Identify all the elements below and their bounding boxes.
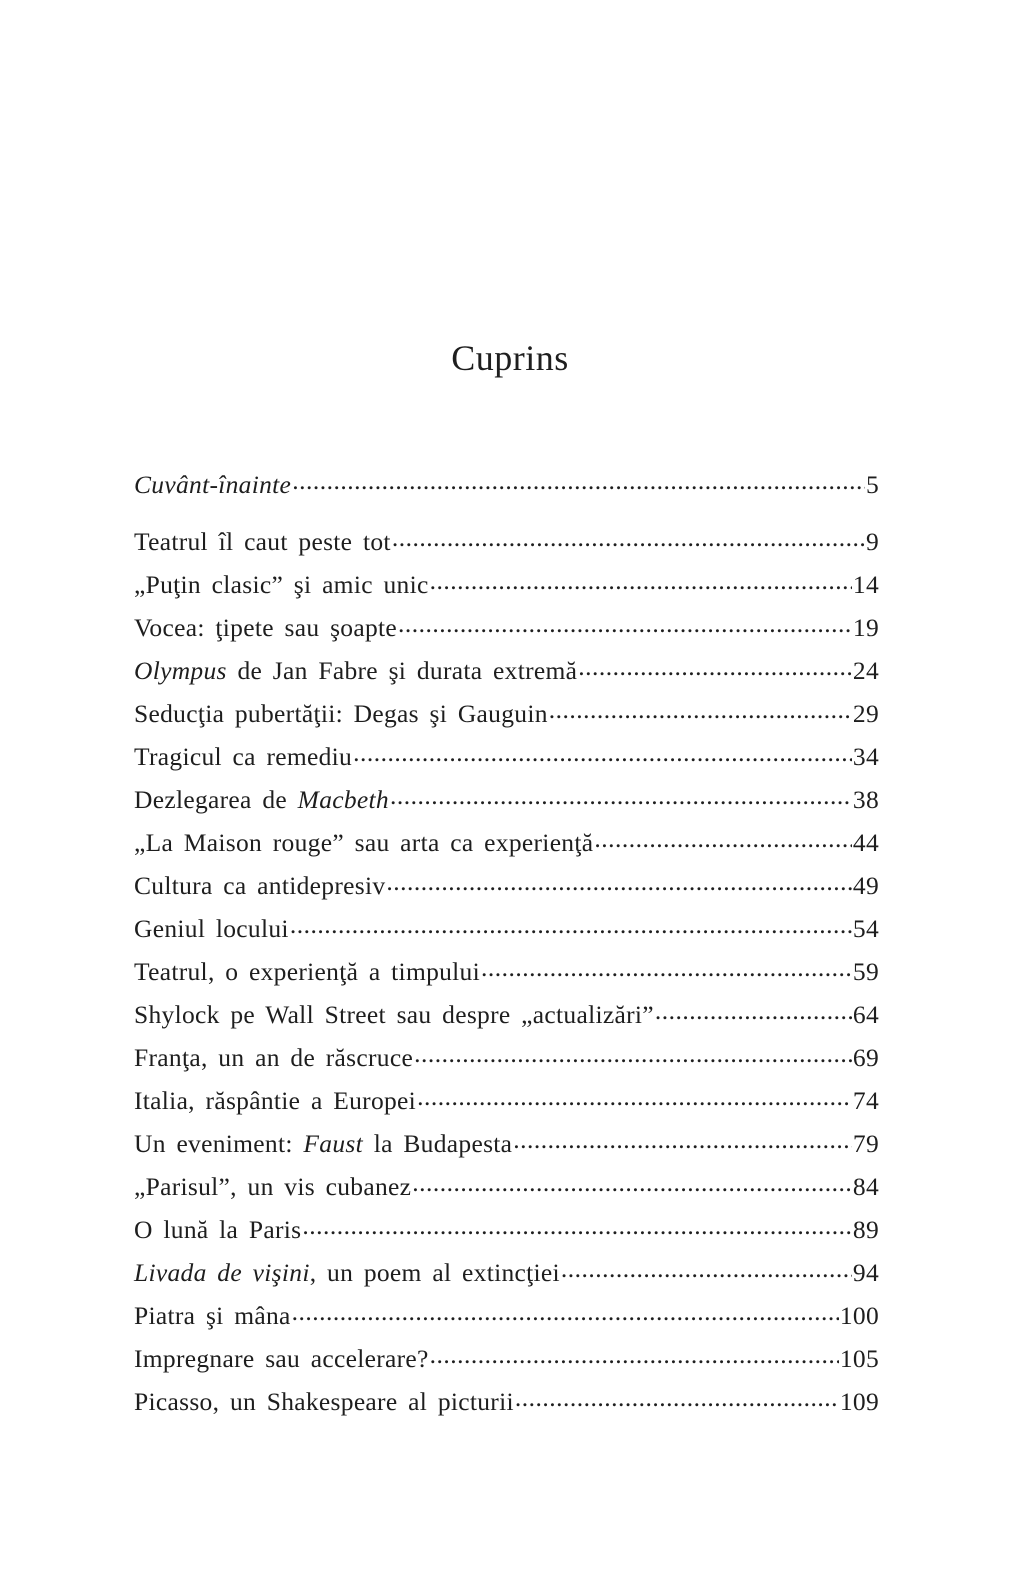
toc-entry[interactable] <box>134 692 879 735</box>
toc-entry-title-italic: Macbeth <box>297 785 389 814</box>
toc-entry-title-text: Franţa, un an de răscruce <box>134 1043 414 1072</box>
toc-entry-title <box>134 649 577 692</box>
toc-entry-title <box>134 993 654 1036</box>
toc-page-number: 74 <box>852 1086 879 1115</box>
toc-entry[interactable] <box>134 1208 879 1251</box>
toc-page-number: 59 <box>852 957 879 986</box>
toc-entry-title-italic: Cuvânt-înainte <box>134 470 292 499</box>
toc-page-number: 79 <box>852 1129 879 1158</box>
toc-dot-leader <box>430 1342 839 1368</box>
toc-dot-leader <box>292 468 865 494</box>
toc-entry-title-text: „Parisul”, un vis cubanez <box>134 1172 412 1201</box>
toc-page-number: 100 <box>839 1301 879 1330</box>
toc-entry-title <box>134 950 480 993</box>
toc-page-number: 69 <box>852 1043 879 1072</box>
table-of-contents <box>134 463 879 1423</box>
toc-entry[interactable] <box>134 1251 879 1294</box>
toc-entry[interactable] <box>134 463 879 506</box>
toc-entry[interactable] <box>134 778 879 821</box>
toc-entry-title <box>134 1079 416 1122</box>
toc-entry[interactable] <box>134 1380 879 1423</box>
toc-entry-title-text: Dezlegarea de <box>134 785 298 814</box>
toc-entry-title <box>134 1380 514 1423</box>
toc-entry-title-italic: Olympus <box>134 656 227 685</box>
toc-dot-leader <box>292 1299 839 1325</box>
toc-entry[interactable] <box>134 993 879 1036</box>
toc-entry-title <box>134 692 548 735</box>
toc-entry-title <box>134 1251 560 1294</box>
toc-entry-title-text: Impregnare sau accelerare? <box>134 1344 429 1373</box>
toc-dot-leader <box>302 1213 852 1239</box>
toc-entry[interactable] <box>134 950 879 993</box>
toc-dot-leader <box>290 912 852 938</box>
toc-page-number: 105 <box>839 1344 879 1373</box>
toc-entry[interactable] <box>134 1079 879 1122</box>
page-title: Cuprins <box>451 338 569 378</box>
toc-dot-leader <box>655 998 852 1024</box>
toc-dot-leader <box>430 568 852 594</box>
toc-dot-leader <box>398 611 852 637</box>
toc-entry[interactable] <box>134 649 879 692</box>
toc-entry-title-text: Geniul locului <box>134 914 289 943</box>
toc-page-number: 14 <box>852 570 879 599</box>
toc-entry-title <box>134 606 397 649</box>
toc-dot-leader <box>561 1256 852 1282</box>
toc-entry-title-text: „Puţin clasic” şi amic unic <box>134 570 429 599</box>
toc-entry-title-text: Cultura ca antidepresiv <box>134 871 386 900</box>
toc-entry-title-text: „La Maison rouge” sau arta ca experienţă <box>134 828 594 857</box>
toc-entry-title-text: O lună la Paris <box>134 1215 302 1244</box>
toc-entry[interactable] <box>134 1036 879 1079</box>
toc-dot-leader <box>392 525 865 551</box>
toc-entry-title <box>134 778 389 821</box>
toc-entry-title <box>134 1294 291 1337</box>
toc-page-number: 5 <box>865 470 879 499</box>
toc-entry-title <box>134 1337 429 1380</box>
toc-page-number: 38 <box>852 785 879 814</box>
toc-entry-title-text: Picasso, un Shakespeare al picturii <box>134 1387 514 1416</box>
toc-page-number: 24 <box>852 656 879 685</box>
toc-dot-leader <box>578 654 852 680</box>
toc-entry-title-text: Vocea: ţipete sau şoapte <box>134 613 398 642</box>
toc-dot-leader <box>414 1041 852 1067</box>
toc-dot-leader <box>481 955 852 981</box>
toc-dot-leader <box>412 1170 852 1196</box>
toc-entry-title <box>134 864 385 907</box>
toc-dot-leader <box>594 826 852 852</box>
toc-dot-leader <box>513 1127 852 1153</box>
toc-entry-title-italic: Faust <box>303 1129 364 1158</box>
toc-dot-leader <box>515 1385 839 1411</box>
toc-entry-title-text: Teatrul, o experienţă a timpului <box>134 957 480 986</box>
toc-dot-leader <box>390 783 852 809</box>
toc-entry[interactable] <box>134 606 879 649</box>
toc-page-number: 49 <box>852 871 879 900</box>
toc-entry-title <box>134 1208 301 1251</box>
toc-entry-title <box>134 1122 512 1165</box>
toc-page-number: 64 <box>852 1000 879 1029</box>
toc-dot-leader <box>353 740 852 766</box>
toc-page-number: 9 <box>865 527 879 556</box>
toc-page-number: 89 <box>852 1215 879 1244</box>
toc-entry-title <box>134 520 391 563</box>
toc-dot-leader <box>386 869 851 895</box>
toc-entry-title-text: Seducţia pubertăţii: Degas şi Gauguin <box>134 699 548 728</box>
toc-entry-title <box>134 735 352 778</box>
toc-entry[interactable] <box>134 864 879 907</box>
toc-page-number: 34 <box>852 742 879 771</box>
toc-entry-title-text: Teatrul îl caut peste tot <box>134 527 391 556</box>
toc-entry-title <box>134 463 291 506</box>
toc-entry[interactable] <box>134 520 879 563</box>
toc-entry[interactable] <box>134 907 879 950</box>
toc-entry-title-text: Shylock pe Wall Street sau despre „actualizări” <box>134 1000 654 1029</box>
toc-entry-title <box>134 1165 411 1208</box>
toc-entry-title <box>134 563 429 606</box>
toc-entry[interactable] <box>134 1294 879 1337</box>
toc-entry-title-text: Italia, răspântie a Europei <box>134 1086 417 1115</box>
toc-entry-title <box>134 907 289 950</box>
toc-entry-title-text: Un eveniment: <box>134 1129 304 1158</box>
toc-entry[interactable] <box>134 735 879 778</box>
toc-entry-title-text: la Budapesta <box>363 1129 513 1158</box>
toc-entry-title-text: , un poem al extincţiei <box>309 1258 560 1287</box>
toc-page-number: 109 <box>839 1387 879 1416</box>
toc-page-number: 44 <box>852 828 879 857</box>
toc-entry[interactable] <box>134 821 879 864</box>
toc-entry-title-text: Tragicul ca remediu <box>134 742 353 771</box>
toc-page-number: 54 <box>852 914 879 943</box>
toc-entry-title-italic: Livada de vişini <box>134 1258 310 1287</box>
toc-entry-title-text: Piatra şi mâna <box>134 1301 291 1330</box>
toc-entry-title <box>134 1036 413 1079</box>
toc-entry[interactable] <box>134 1337 879 1380</box>
toc-page-number: 84 <box>852 1172 879 1201</box>
toc-dot-leader <box>549 697 852 723</box>
toc-page-number: 29 <box>852 699 879 728</box>
toc-entry[interactable] <box>134 1165 879 1208</box>
toc-dot-leader <box>417 1084 852 1110</box>
toc-entry[interactable] <box>134 563 879 606</box>
toc-page-number: 19 <box>852 613 879 642</box>
toc-entry[interactable] <box>134 1122 879 1165</box>
toc-entry-title <box>134 821 593 864</box>
toc-entry-title-text: de Jan Fabre şi durata extremă <box>226 656 578 685</box>
toc-page-number: 94 <box>852 1258 879 1287</box>
